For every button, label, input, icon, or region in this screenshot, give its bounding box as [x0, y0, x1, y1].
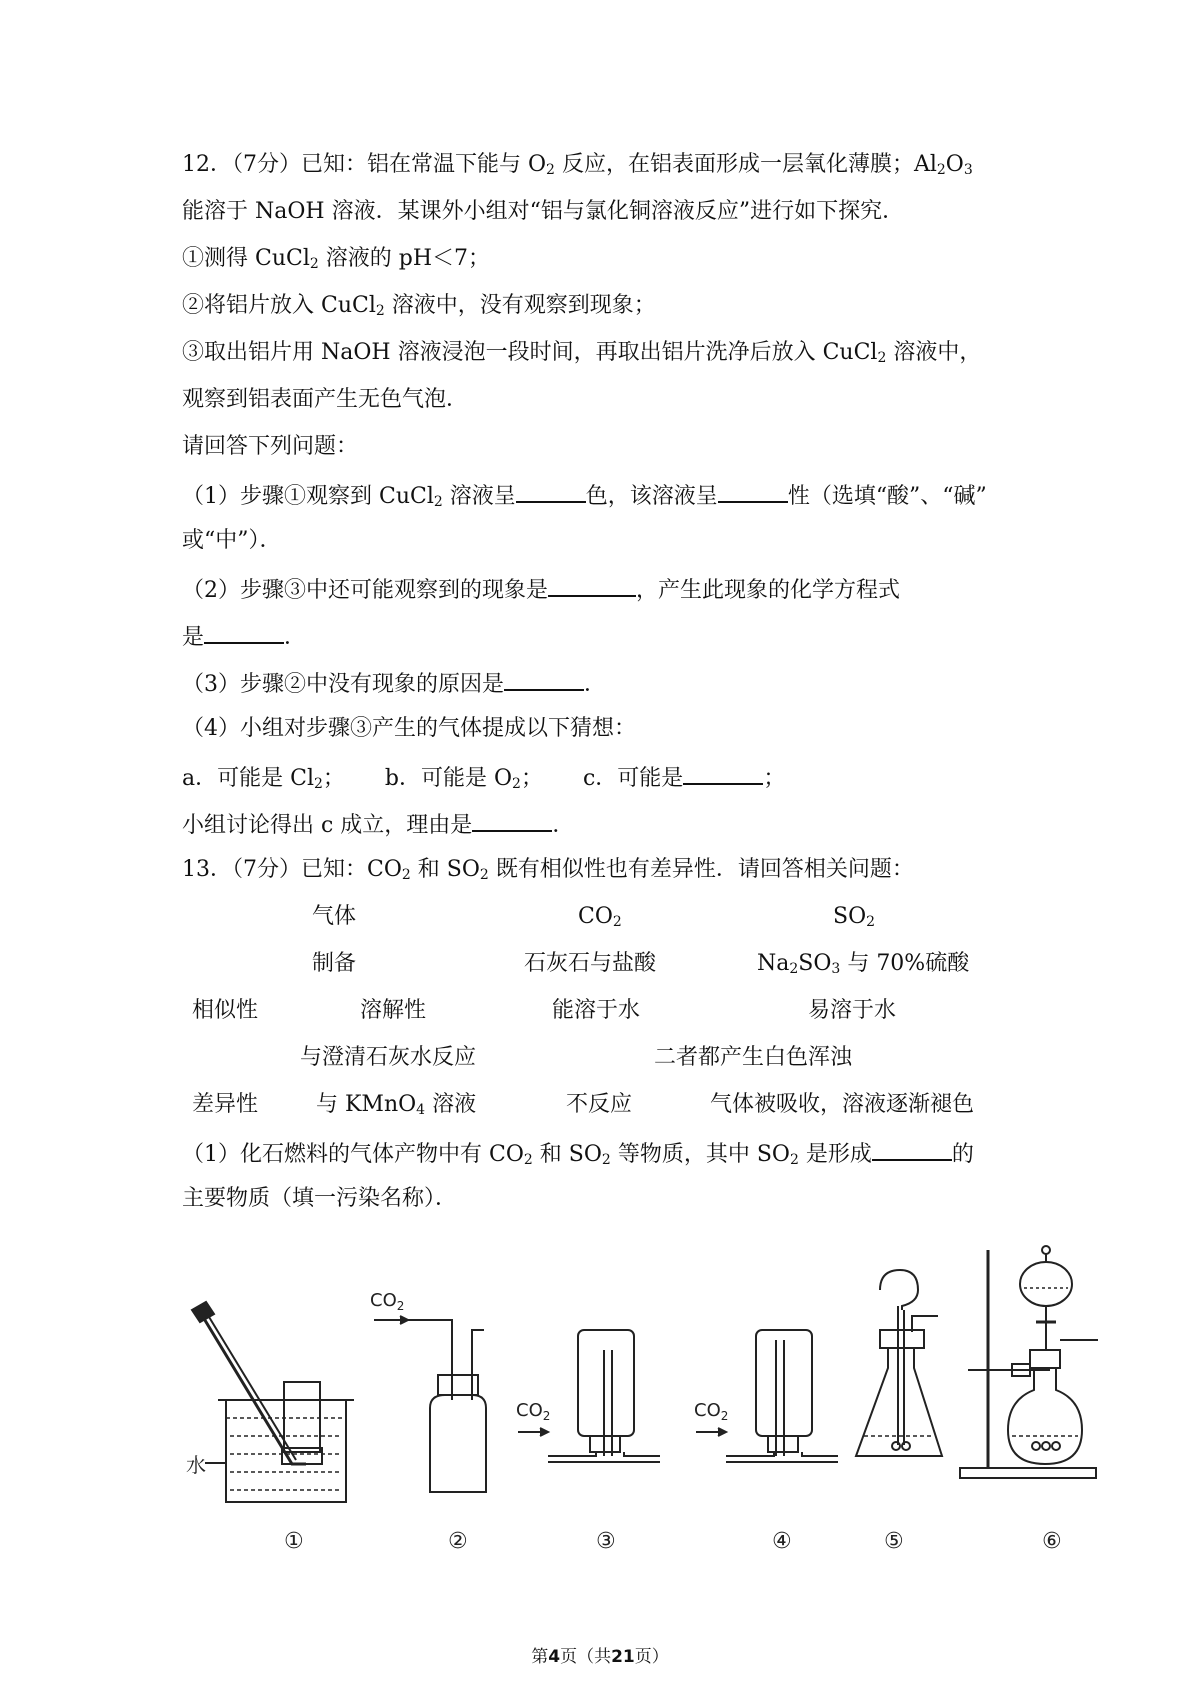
subscript: 2 — [789, 961, 799, 977]
text: 溶液呈 — [442, 484, 516, 509]
text: ． — [284, 625, 307, 650]
q12-options — [182, 761, 785, 794]
text: 反应，在铝表面形成一层氧化薄膜；Al — [554, 152, 937, 177]
table-cell-kmno4-so2: 气体被吸收，溶液逐渐褪色 — [710, 1092, 975, 1117]
text: 页） — [634, 1647, 669, 1667]
table-header-co2 — [578, 902, 622, 932]
label-2: ② — [448, 1529, 468, 1554]
subscript: 2 — [936, 162, 946, 178]
co2-label-3: $CO_2$ — [516, 1400, 551, 1423]
text: ； — [520, 766, 543, 791]
text: 和 SO — [532, 1142, 602, 1167]
text: ②将铝片放入 CuCl — [182, 293, 376, 318]
text: 色，该溶液呈 — [585, 484, 718, 509]
text: 溶液的 pH＜7； — [318, 246, 491, 271]
q12-intro-line2: 能溶于 NaOH 溶液．某课外小组对“铝与氯化铜溶液反应”进行如下探究． — [182, 199, 905, 224]
q12-part2 — [182, 573, 900, 606]
text: ，产生此现象的化学方程式 — [636, 578, 901, 603]
text: SO — [798, 951, 832, 976]
subscript: 2 — [375, 303, 385, 319]
option-c: c．可能是 — [582, 766, 684, 791]
text: ； — [322, 766, 345, 791]
apparatus-figure — [0, 1240, 1200, 1570]
text: （3）步骤②中没有现象的原因是 — [182, 672, 504, 697]
table-header-so2 — [833, 902, 875, 932]
answer-blank[interactable] — [504, 667, 584, 691]
subscript: 2 — [601, 1152, 611, 1168]
q12-ask: 请回答下列问题： — [182, 434, 359, 459]
table-row-limewater-label: 与澄清石灰水反应 — [300, 1045, 477, 1070]
subscript: 2 — [309, 256, 319, 272]
text: 13．（7分）已知：CO — [182, 857, 402, 882]
answer-blank[interactable] — [718, 479, 788, 503]
q12-part3 — [182, 667, 606, 700]
table-row-prep-label: 制备 — [312, 951, 357, 976]
table-header-gas: 气体 — [312, 904, 357, 929]
page-number: 4 — [548, 1647, 561, 1667]
option-a: a．可能是 Cl — [182, 766, 314, 791]
subscript: 3 — [831, 961, 841, 977]
apparatus-6-stand-flask — [960, 1246, 1098, 1478]
text: CO — [578, 904, 613, 929]
option-b: b．可能是 O — [384, 766, 513, 791]
text: 页（共 — [560, 1647, 612, 1667]
apparatus-4-inverted-bottle — [694, 1330, 838, 1462]
q12-conclusion — [182, 808, 574, 841]
text: （1）步骤①观察到 CuCl — [182, 484, 434, 509]
q12-step3-cont: 观察到铝表面产生无色气泡． — [182, 387, 469, 412]
subscript: 4 — [416, 1102, 426, 1118]
text: ． — [552, 813, 575, 838]
apparatus-3-inverted-bottle — [516, 1330, 660, 1462]
table-row-solubility-label: 溶解性 — [360, 998, 427, 1023]
q12-part1-cont: 或“中”）． — [182, 528, 282, 553]
label-1: ① — [284, 1529, 304, 1554]
table-cell-sol-so2: 易溶于水 — [808, 998, 897, 1023]
table-cell-kmno4-co2: 不反应 — [566, 1092, 633, 1117]
text: ③取出铝片用 NaOH 溶液浸泡一段时间，再取出铝片洗净后放入 CuCl — [182, 340, 878, 365]
co2-label-2: $CO_2$ — [370, 1290, 405, 1313]
text: 溶液 — [425, 1092, 477, 1117]
text: （1）化石燃料的气体产物中有 CO — [182, 1142, 524, 1167]
subscript: 2 — [479, 867, 489, 883]
q12-part1 — [182, 479, 987, 512]
page-footer — [0, 1642, 1200, 1667]
subscript: 2 — [612, 914, 622, 930]
text: ①测得 CuCl — [182, 246, 310, 271]
text: 小组讨论得出 c 成立，理由是 — [182, 813, 473, 838]
text: 等物质，其中 SO — [610, 1142, 790, 1167]
apparatus-5-flask-funnel — [856, 1270, 942, 1456]
subscript: 2 — [789, 1152, 799, 1168]
apparatus-1-water-collection — [192, 1302, 354, 1502]
answer-blank[interactable] — [872, 1137, 952, 1161]
subscript: 2 — [401, 867, 411, 883]
text: 与 70%硫酸 — [840, 951, 970, 976]
water-label: 水 — [186, 1453, 206, 1477]
subscript: 2 — [877, 350, 887, 366]
text: ． — [584, 672, 607, 697]
text: 是形成 — [798, 1142, 872, 1167]
q12-part4: （4）小组对步骤③产生的气体提成以下猜想： — [182, 716, 636, 741]
q13-part1-cont: 主要物质（填一污染名称）． — [182, 1186, 458, 1211]
label-4: ④ — [772, 1529, 792, 1554]
subscript: 2 — [512, 776, 521, 792]
text: 和 SO — [410, 857, 480, 882]
q13-intro — [182, 855, 914, 885]
text: 12．（7分）已知：铝在常温下能与 O — [182, 152, 547, 177]
subscript: 2 — [523, 1152, 533, 1168]
answer-blank[interactable] — [472, 808, 552, 832]
text: 溶液中，没有观察到现象； — [384, 293, 656, 318]
text: Na — [757, 951, 790, 976]
q12-part2-cont — [182, 620, 306, 653]
q12-step3 — [182, 338, 981, 368]
table-cell-sol-co2: 能溶于水 — [552, 998, 641, 1023]
text: O — [945, 152, 964, 177]
co2-label-4: $CO_2$ — [694, 1400, 729, 1423]
text: 第 — [531, 1647, 549, 1667]
table-cell-prep-co2: 石灰石与盐酸 — [524, 951, 657, 976]
subscript: 2 — [433, 494, 443, 510]
q12-step1 — [182, 244, 490, 274]
text: 是 — [182, 625, 205, 650]
apparatus-2-washing-bottle — [370, 1290, 486, 1492]
subscript: 3 — [963, 162, 973, 178]
answer-blank[interactable] — [548, 573, 636, 597]
table-group-difference: 差异性 — [192, 1092, 259, 1117]
answer-blank[interactable] — [516, 479, 586, 503]
total-pages: 21 — [611, 1647, 635, 1667]
answer-blank[interactable] — [683, 761, 763, 785]
text: 与 KMnO — [316, 1092, 417, 1117]
q12-intro-line1 — [182, 150, 973, 180]
label-3: ③ — [596, 1529, 616, 1554]
answer-blank[interactable] — [204, 620, 284, 644]
text: （2）步骤③中还可能观察到的现象是 — [182, 578, 548, 603]
table-cell-prep-so2 — [757, 949, 969, 979]
q13-part1 — [182, 1137, 974, 1170]
text: 的 — [951, 1142, 974, 1167]
table-row-kmno4-label — [316, 1090, 476, 1120]
subscript: 2 — [546, 162, 555, 178]
q12-step2 — [182, 291, 656, 321]
subscript: 2 — [866, 914, 876, 930]
label-6: ⑥ — [1042, 1529, 1062, 1554]
table-cell-limewater-both: 二者都产生白色浑浊 — [654, 1045, 853, 1070]
table-group-similarity: 相似性 — [192, 998, 259, 1023]
text: 既有相似性也有差异性．请回答相关问题： — [488, 857, 914, 882]
text: 溶液中， — [886, 340, 982, 365]
text: ； — [763, 766, 786, 791]
text: SO — [833, 904, 867, 929]
subscript: 2 — [313, 776, 323, 792]
text: 性（选填“酸”、“碱” — [787, 484, 987, 509]
label-5: ⑤ — [884, 1529, 904, 1554]
